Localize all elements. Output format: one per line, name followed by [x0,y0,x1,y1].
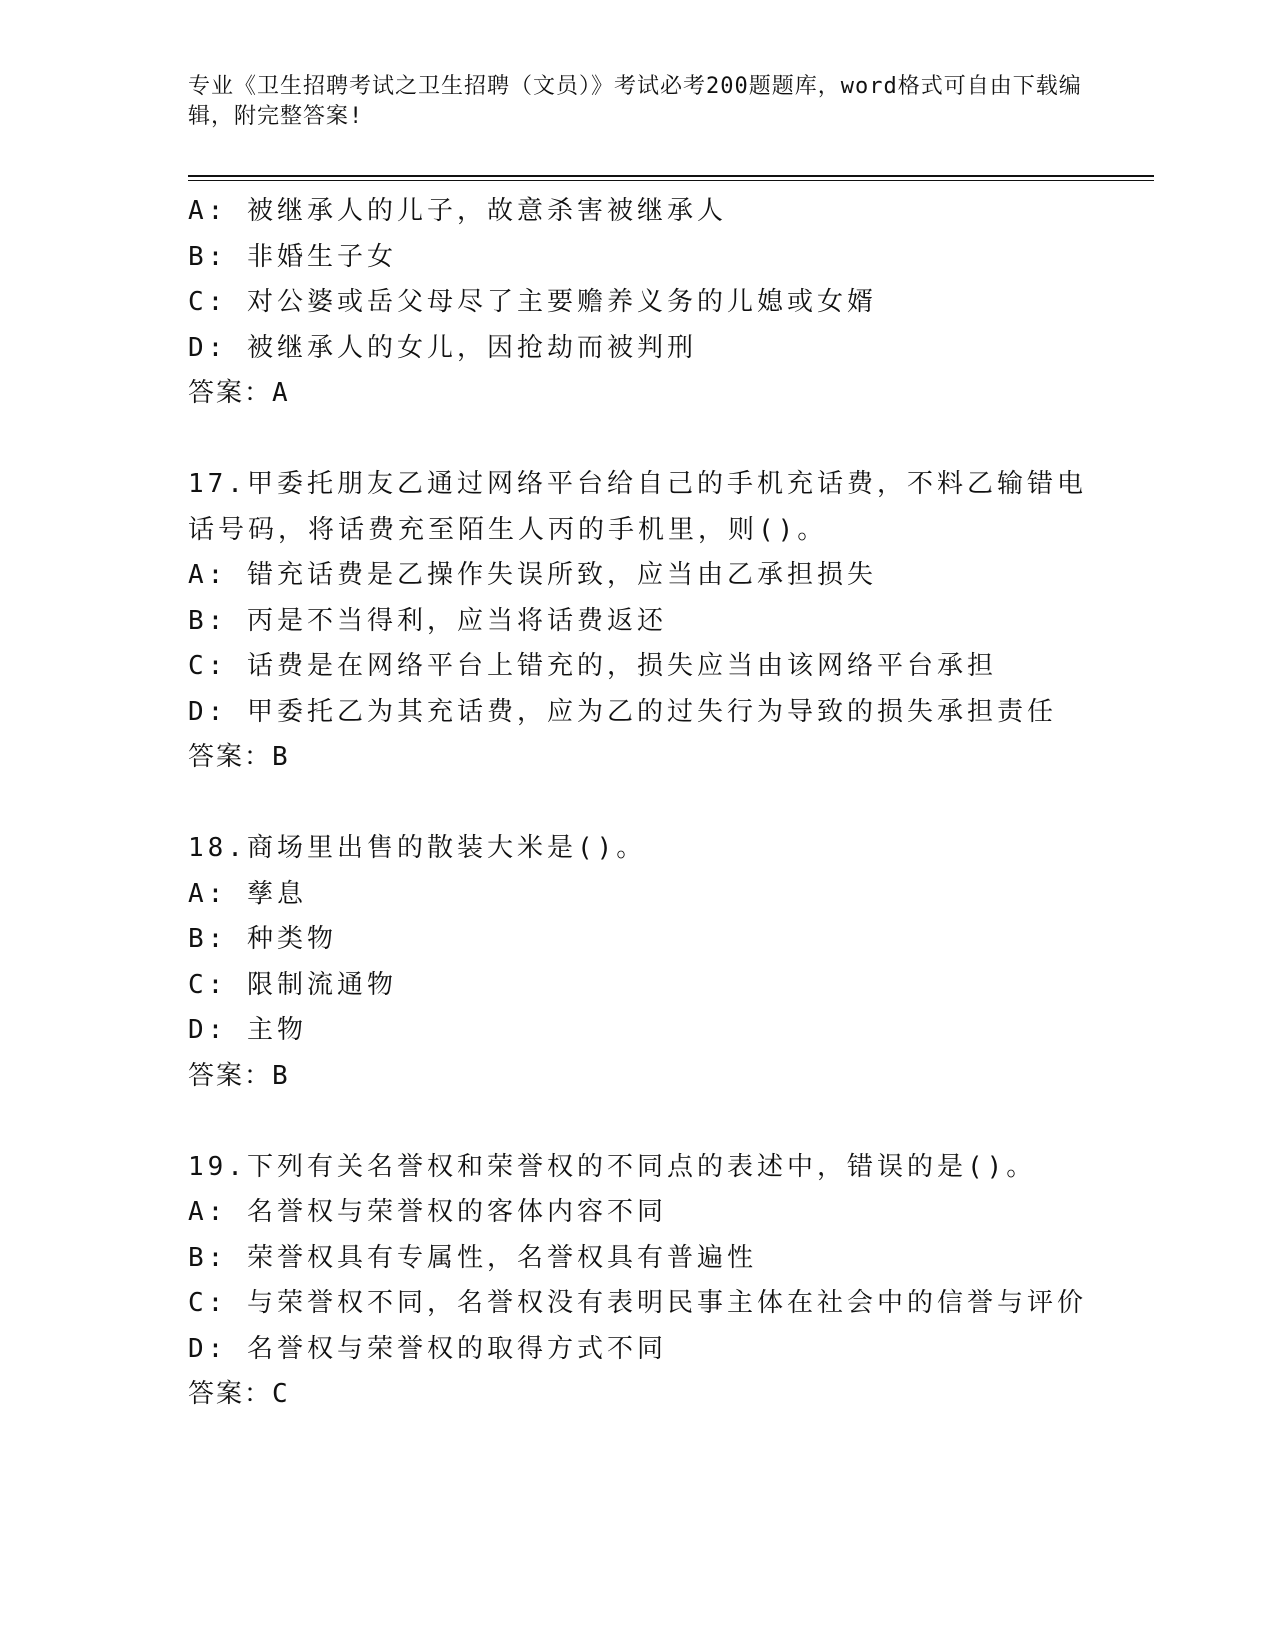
option-c: C: 对公婆或岳父母尽了主要赡养义务的儿媳或女婿 [188,287,877,317]
question-list [188,189,1154,1418]
option-c: C: 限制流通物 [188,969,397,1000]
question-stem: 18.商场里出售的散装大米是()。 [188,833,647,863]
spacer [188,417,1154,463]
question-16-continued [188,189,1154,417]
option-d: D: 被继承人的女儿，因抢劫而被判刑 [188,332,697,363]
spacer [188,1099,1154,1145]
option-c: C: 与荣誉权不同，名誉权没有表明民事主体在社会中的信誉与评价 [188,1288,1087,1318]
question-stem: 17.甲委托朋友乙通过网络平台给自己的手机充话费，不料乙输错电话号码，将话费充至陌生人丙的手机里，则()。 [188,469,1087,545]
option-d: D: 主物 [188,1015,307,1045]
answer: 答案：A [188,378,290,408]
option-b: B: 种类物 [188,924,337,954]
answer: 答案：B [188,1060,290,1091]
option-b: B: 荣誉权具有专属性，名誉权具有普遍性 [188,1242,757,1273]
question-19 [188,1145,1154,1418]
option-b: B: 非婚生子女 [188,241,397,272]
question-stem: 19.下列有关名誉权和荣誉权的不同点的表述中，错误的是()。 [188,1151,1037,1182]
answer: 答案：B [188,742,290,772]
document-header: 专业《卫生招聘考试之卫生招聘（文员）》考试必考200题题库，word格式可自由下载编辑，附完整答案! [188,74,1082,129]
option-d: D: 名誉权与荣誉权的取得方式不同 [188,1333,667,1364]
header-rule-thin [188,180,1154,181]
spacer [188,781,1154,827]
option-a: A: 名誉权与荣誉权的客体内容不同 [188,1197,667,1227]
option-a: A: 孳息 [188,878,307,909]
option-c: C: 话费是在网络平台上错充的，损失应当由该网络平台承担 [188,651,997,681]
question-17 [188,462,1154,781]
option-a: A: 错充话费是乙操作失误所致，应当由乙承担损失 [188,560,877,590]
option-d: D: 甲委托乙为其充话费，应为乙的过失行为导致的损失承担责任 [188,696,1057,727]
answer: 答案：C [188,1379,290,1409]
option-b: B: 丙是不当得利，应当将话费返还 [188,605,667,636]
question-18 [188,826,1154,1099]
option-a: A: 被继承人的儿子，故意杀害被继承人 [188,196,727,226]
header-rule-thick [188,175,1154,177]
